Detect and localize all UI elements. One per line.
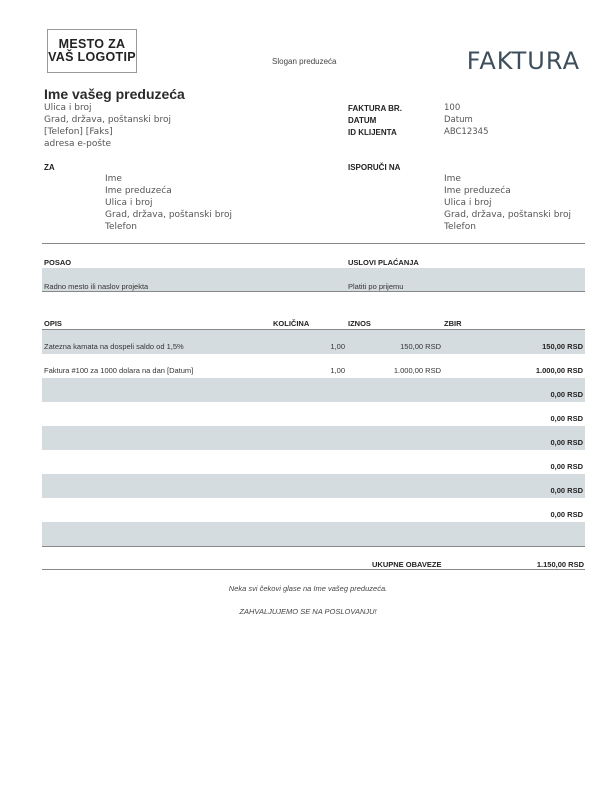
row-total: 0,00 RSD xyxy=(550,462,583,471)
logo-line-2: VAŠ LOGOTIP xyxy=(48,50,136,64)
date-value: Datum xyxy=(444,115,473,125)
ship-to-line: Grad, država, poštanski broj xyxy=(444,210,571,220)
job-value: Radno mesto ili naslov projekta xyxy=(44,282,149,291)
ship-to-line: Ime preduzeća xyxy=(444,186,511,196)
company-email: adresa e-pošte xyxy=(44,139,112,149)
bill-to-line: Ime xyxy=(105,174,122,184)
company-phone-fax: [Telefon] [Faks] xyxy=(44,127,113,137)
row-description: Faktura #100 za 1000 dolara na dan [Datum] xyxy=(44,366,194,375)
table-row xyxy=(42,522,585,546)
row-total: 150,00 RSD xyxy=(542,342,583,351)
row-amount: 150,00 RSD xyxy=(400,342,441,351)
bill-to-line: Ime preduzeća xyxy=(105,186,172,196)
client-id-value: ABC12345 xyxy=(444,127,489,137)
payment-note: Neka svi čekovi glase na Ime vašeg preduzeća. xyxy=(228,584,388,593)
client-id-label: ID KLIJENTA xyxy=(348,128,397,137)
ship-to-line: Ime xyxy=(444,174,461,184)
company-slogan: Slogan preduzeća xyxy=(272,57,337,66)
thank-you-note: ZAHVALJUJEMO SE NA POSLOVANJU! xyxy=(239,607,377,616)
bill-to-label: ZA xyxy=(44,163,55,172)
table-row xyxy=(42,426,585,450)
grand-total-label: UKUPNE OBAVEZE xyxy=(372,560,442,569)
column-header-amount: IZNOS xyxy=(348,319,371,328)
table-row xyxy=(42,378,585,402)
table-row xyxy=(42,450,585,474)
grand-total-value: 1.150,00 RSD xyxy=(536,560,584,569)
invoice-number-value: 100 xyxy=(444,103,461,113)
divider xyxy=(42,569,585,570)
divider xyxy=(42,546,585,547)
column-header-quantity: KOLIČINA xyxy=(273,319,310,328)
company-city: Grad, država, poštanski broj xyxy=(44,115,171,125)
row-total: 0,00 RSD xyxy=(550,486,583,495)
payment-terms-header: USLOVI PLAĆANJA xyxy=(348,258,419,267)
table-row xyxy=(42,498,585,522)
row-total: 0,00 RSD xyxy=(550,438,583,447)
row-total: 0,00 RSD xyxy=(550,414,583,423)
table-row xyxy=(42,402,585,426)
invoice-number-label: FAKTURA BR. xyxy=(348,104,402,113)
column-header-description: OPIS xyxy=(44,319,62,328)
bill-to-line: Grad, država, poštanski broj xyxy=(105,210,232,220)
company-street: Ulica i broj xyxy=(44,103,92,113)
row-quantity: 1,00 xyxy=(330,342,345,351)
divider xyxy=(42,291,585,292)
company-name: Ime vašeg preduzeća xyxy=(44,86,185,102)
table-row xyxy=(42,474,585,498)
row-total: 0,00 RSD xyxy=(550,510,583,519)
logo-line-1: MESTO ZA xyxy=(58,37,126,51)
bill-to-line: Ulica i broj xyxy=(105,198,153,208)
ship-to-line: Telefon xyxy=(444,222,476,232)
logo-placeholder xyxy=(47,29,137,73)
document-title: FAKTURA xyxy=(466,47,580,75)
payment-terms-value: Platiti po prijemu xyxy=(348,282,404,291)
ship-to-label: ISPORUČI NA xyxy=(348,163,401,172)
table-row xyxy=(42,330,585,354)
ship-to-line: Ulica i broj xyxy=(444,198,492,208)
job-header: POSAO xyxy=(44,258,72,267)
row-description: Zatezna kamata na dospeli saldo od 1,5% xyxy=(44,342,184,351)
row-total: 0,00 RSD xyxy=(550,390,583,399)
bill-to-line: Telefon xyxy=(105,222,137,232)
divider xyxy=(42,243,585,244)
row-total: 1.000,00 RSD xyxy=(535,366,583,375)
row-amount: 1.000,00 RSD xyxy=(393,366,441,375)
table-row xyxy=(42,354,585,378)
row-quantity: 1,00 xyxy=(330,366,345,375)
column-header-total: ZBIR xyxy=(444,319,462,328)
date-label: DATUM xyxy=(348,116,377,125)
